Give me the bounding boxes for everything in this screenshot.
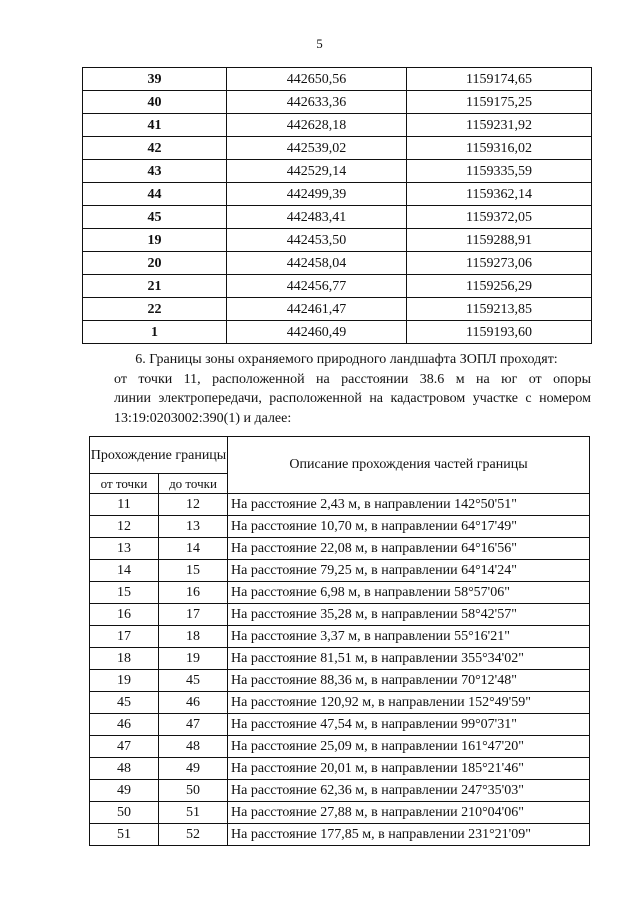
- description-cell: На расстояние 25,09 м, в направлении 161°47'20": [228, 736, 590, 758]
- x-coordinate-cell: 442539,02: [227, 137, 407, 160]
- paragraph-line-2: от точки 11, расположенной на расстоянии 38.6 м на юг от опоры: [114, 371, 591, 387]
- boundary-table: [89, 436, 590, 846]
- point-number-cell: 41: [83, 114, 227, 137]
- description-cell: На расстояние 20,01 м, в направлении 185°21'46": [228, 758, 590, 780]
- y-coordinate-cell: 1159362,14: [407, 183, 592, 206]
- to-point-cell: 19: [159, 648, 228, 670]
- x-coordinate-cell: 442650,56: [227, 68, 407, 91]
- x-coordinate-cell: 442458,04: [227, 252, 407, 275]
- y-coordinate-cell: 1159316,02: [407, 137, 592, 160]
- x-coordinate-cell: 442529,14: [227, 160, 407, 183]
- point-number-cell: 44: [83, 183, 227, 206]
- table-row: [90, 670, 590, 692]
- point-number-cell: 1: [83, 321, 227, 344]
- to-point-cell: 18: [159, 626, 228, 648]
- table-row: [83, 137, 592, 160]
- to-point-cell: 47: [159, 714, 228, 736]
- description-cell: На расстояние 120,92 м, в направлении 152°49'59": [228, 692, 590, 714]
- header-passage: Прохождение границы: [90, 437, 228, 474]
- table-row: [90, 538, 590, 560]
- boundary-paragraph: [114, 350, 591, 428]
- description-cell: На расстояние 10,70 м, в направлении 64°17'49": [228, 516, 590, 538]
- from-point-cell: 16: [90, 604, 159, 626]
- boundary-table-body: [90, 494, 590, 846]
- x-coordinate-cell: 442633,36: [227, 91, 407, 114]
- table-row: [83, 275, 592, 298]
- y-coordinate-cell: 1159372,05: [407, 206, 592, 229]
- x-coordinate-cell: 442483,41: [227, 206, 407, 229]
- description-cell: На расстояние 22,08 м, в направлении 64°16'56": [228, 538, 590, 560]
- table-row: [83, 160, 592, 183]
- to-point-cell: 14: [159, 538, 228, 560]
- y-coordinate-cell: 1159193,60: [407, 321, 592, 344]
- description-cell: На расстояние 2,43 м, в направлении 142°50'51": [228, 494, 590, 516]
- y-coordinate-cell: 1159288,91: [407, 229, 592, 252]
- table-row: [83, 298, 592, 321]
- table-row: [90, 494, 590, 516]
- description-cell: На расстояние 62,36 м, в направлении 247°35'03": [228, 780, 590, 802]
- description-cell: На расстояние 3,37 м, в направлении 55°16'21": [228, 626, 590, 648]
- table-row: [90, 824, 590, 846]
- from-point-cell: 13: [90, 538, 159, 560]
- y-coordinate-cell: 1159273,06: [407, 252, 592, 275]
- description-cell: На расстояние 6,98 м, в направлении 58°57'06": [228, 582, 590, 604]
- x-coordinate-cell: 442461,47: [227, 298, 407, 321]
- x-coordinate-cell: 442453,50: [227, 229, 407, 252]
- paragraph-line-4: 13:19:0203002:390(1) и далее:: [114, 410, 292, 426]
- point-number-cell: 43: [83, 160, 227, 183]
- table-row: [83, 91, 592, 114]
- from-point-cell: 48: [90, 758, 159, 780]
- paragraph-line-3: линии электропередачи, расположенной на кадастровом участке с номером: [114, 391, 591, 406]
- point-number-cell: 39: [83, 68, 227, 91]
- to-point-cell: 51: [159, 802, 228, 824]
- page-number: 5: [316, 36, 323, 51]
- table-row: [90, 648, 590, 670]
- y-coordinate-cell: 1159256,29: [407, 275, 592, 298]
- paragraph-line-1: 6. Границы зоны охраняемого природного ландшафта ЗОПЛ проходят:: [135, 352, 558, 367]
- x-coordinate-cell: 442460,49: [227, 321, 407, 344]
- point-number-cell: 21: [83, 275, 227, 298]
- point-number-cell: 22: [83, 298, 227, 321]
- to-point-cell: 45: [159, 670, 228, 692]
- from-point-cell: 14: [90, 560, 159, 582]
- table-row: [83, 229, 592, 252]
- from-point-cell: 45: [90, 692, 159, 714]
- y-coordinate-cell: 1159174,65: [407, 68, 592, 91]
- point-number-cell: 20: [83, 252, 227, 275]
- from-point-cell: 19: [90, 670, 159, 692]
- to-point-cell: 13: [159, 516, 228, 538]
- point-number-cell: 19: [83, 229, 227, 252]
- point-number-cell: 42: [83, 137, 227, 160]
- header-to-point: до точки: [159, 474, 228, 494]
- y-coordinate-cell: 1159213,85: [407, 298, 592, 321]
- y-coordinate-cell: 1159175,25: [407, 91, 592, 114]
- from-point-cell: 50: [90, 802, 159, 824]
- to-point-cell: 12: [159, 494, 228, 516]
- from-point-cell: 15: [90, 582, 159, 604]
- header-from-point: от точки: [90, 474, 159, 494]
- to-point-cell: 52: [159, 824, 228, 846]
- table-row: [83, 114, 592, 137]
- table-row: [90, 626, 590, 648]
- table-row: [90, 714, 590, 736]
- description-cell: На расстояние 47,54 м, в направлении 99°07'31": [228, 714, 590, 736]
- x-coordinate-cell: 442499,39: [227, 183, 407, 206]
- coordinates-table-body: [83, 68, 592, 344]
- from-point-cell: 47: [90, 736, 159, 758]
- point-number-cell: 40: [83, 91, 227, 114]
- table-row: [83, 252, 592, 275]
- header-description: Описание прохождения частей границы: [228, 437, 590, 494]
- table-row: [90, 582, 590, 604]
- description-cell: На расстояние 81,51 м, в направлении 355°34'02": [228, 648, 590, 670]
- from-point-cell: 18: [90, 648, 159, 670]
- coordinates-table: [82, 67, 592, 344]
- to-point-cell: 15: [159, 560, 228, 582]
- table-row: [90, 692, 590, 714]
- boundary-table-header: [90, 437, 590, 494]
- from-point-cell: 12: [90, 516, 159, 538]
- description-cell: На расстояние 177,85 м, в направлении 231°21'09": [228, 824, 590, 846]
- table-row: [90, 758, 590, 780]
- from-point-cell: 51: [90, 824, 159, 846]
- y-coordinate-cell: 1159231,92: [407, 114, 592, 137]
- to-point-cell: 17: [159, 604, 228, 626]
- table-row: [90, 560, 590, 582]
- table-row: [83, 206, 592, 229]
- table-row: [90, 604, 590, 626]
- to-point-cell: 48: [159, 736, 228, 758]
- description-cell: На расстояние 35,28 м, в направлении 58°42'57": [228, 604, 590, 626]
- from-point-cell: 17: [90, 626, 159, 648]
- point-number-cell: 45: [83, 206, 227, 229]
- to-point-cell: 46: [159, 692, 228, 714]
- table-row: [90, 516, 590, 538]
- table-row: [83, 183, 592, 206]
- table-row: [83, 321, 592, 344]
- table-row: [90, 802, 590, 824]
- to-point-cell: 49: [159, 758, 228, 780]
- table-row: [90, 780, 590, 802]
- description-cell: На расстояние 27,88 м, в направлении 210°04'06": [228, 802, 590, 824]
- description-cell: На расстояние 79,25 м, в направлении 64°14'24": [228, 560, 590, 582]
- table-row: [83, 68, 592, 91]
- from-point-cell: 46: [90, 714, 159, 736]
- to-point-cell: 50: [159, 780, 228, 802]
- to-point-cell: 16: [159, 582, 228, 604]
- from-point-cell: 49: [90, 780, 159, 802]
- x-coordinate-cell: 442456,77: [227, 275, 407, 298]
- from-point-cell: 11: [90, 494, 159, 516]
- table-row: [90, 736, 590, 758]
- description-cell: На расстояние 88,36 м, в направлении 70°12'48": [228, 670, 590, 692]
- x-coordinate-cell: 442628,18: [227, 114, 407, 137]
- y-coordinate-cell: 1159335,59: [407, 160, 592, 183]
